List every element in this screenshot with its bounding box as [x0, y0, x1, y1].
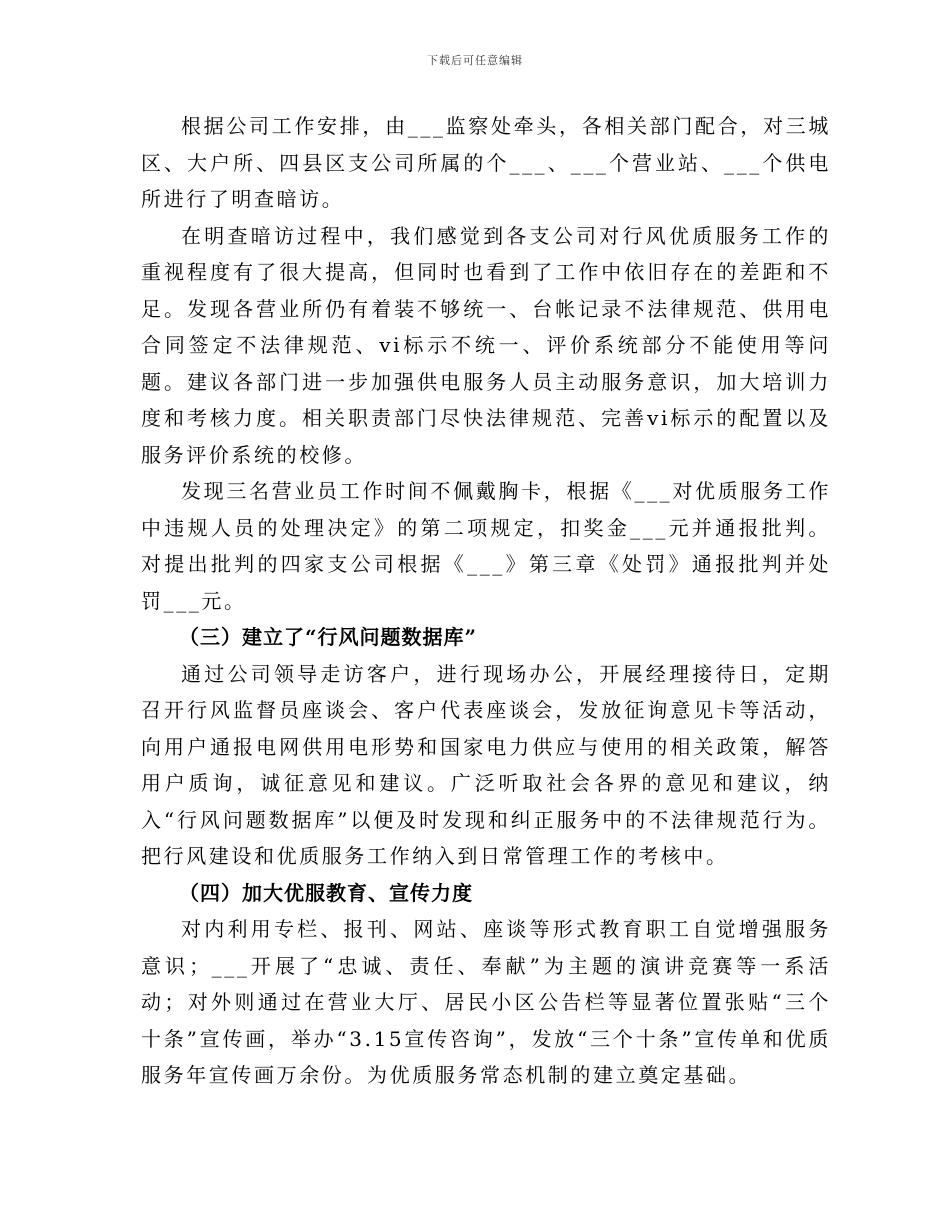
- paragraph-inspection-arrangement: 根据公司工作安排，由___监察处牵头，各相关部门配合，对三城区、大户所、四县区支公司所属的个___、___个营业站、___个供电所进行了明查暗访。: [141, 114, 831, 211]
- section-heading-database: （三）建立了“行风问题数据库”: [179, 625, 478, 649]
- paragraph-database: 通过公司领导走访客户，进行现场办公，开展经理接待日，定期召开行风监督员座谈会、客户代表座谈会，发放征询意见卡等活动，向用户通报电网供用电形势和国家电力供应与使用的相关政策，解答用户质询，诚征意见和建议。广泛听取社会各界的意见和建议，纳入“行风问题数据库”以便及时发现和纠正服务中的不法律规范行为。把行风建设和优质服务工作纳入到日常管理工作的考核中。: [141, 661, 831, 868]
- paragraph-inspection-findings: 在明查暗访过程中，我们感觉到各支公司对行风优质服务工作的重视程度有了很大提高，但同时也看到了工作中依旧存在的差距和不足。发现各营业所仍有着装不够统一、台帐记录不法律规范、供用电合同签定不法律规范、vi标示不统一、评价系统部分不能使用等问题。建议各部门进一步加强供电服务人员主动服务意识，加大培训力度和考核力度。相关职责部门尽快法律规范、完善vi标示的配置以及服务评价系统的校修。: [141, 223, 831, 467]
- paragraph-education: 对内利用专栏、报刊、网站、座谈等形式教育职工自觉增强服务意识；___开展了“忠诚、责任、奉献”为主题的演讲竞赛等一系活动；对外则通过在营业大厅、居民小区公告栏等显著位置张贴“三个十条”宣传画，举办“3.15宣传咨询”，发放“三个十条”宣传单和优质服务年宣传画万余份。为优质服务常态机制的建立奠定基础。: [141, 917, 831, 1087]
- paragraph-penalties: 发现三名营业员工作时间不佩戴胸卡，根据《___对优质服务工作中违规人员的处理决定》的第二项规定，扣奖金___元并通报批判。对提出批判的四家支公司根据《___》第三章《处罚》通报批判并处罚___元。: [141, 479, 831, 613]
- document-body: [141, 108, 831, 1094]
- section-heading-education: （四）加大优服教育、宣传力度: [179, 880, 473, 905]
- page-header: 下载后可任意编辑: [427, 54, 523, 67]
